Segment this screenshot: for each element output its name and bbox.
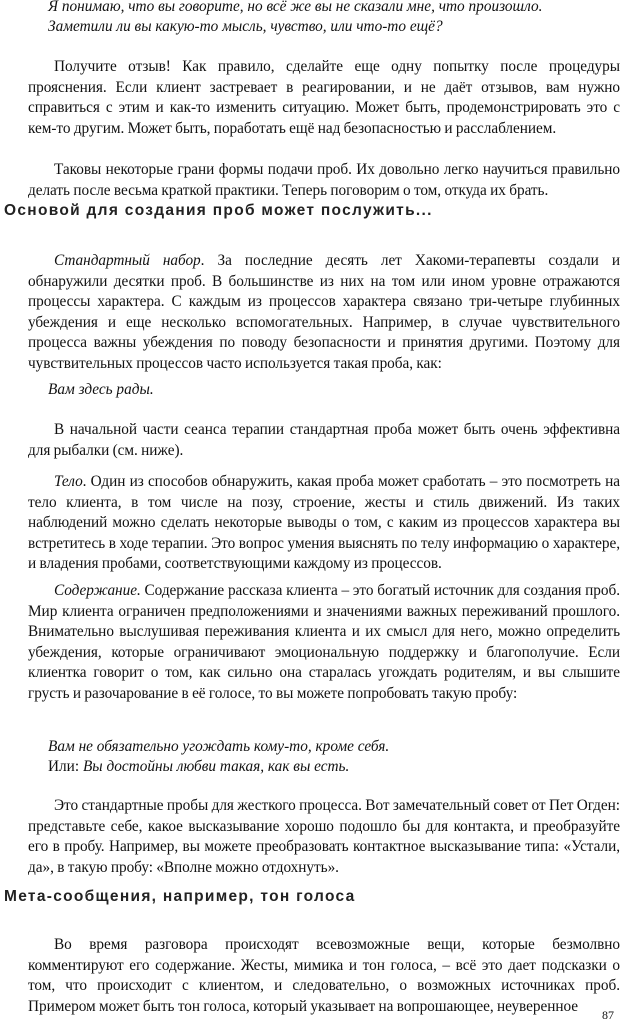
paragraph-initial-session: В начальной части сеанса терапии стандартная проба может быть очень эффективна для рыбалки (см. ниже). (28, 421, 620, 459)
section-heading-meta-messages: Мета-сообщения, например, тон голоса (4, 888, 356, 905)
paragraph-body-text: . Один из способов обнаружить, какая проба может сработать – это посмотреть на тело клиента, в том числе на позу, строение, жесты и стиль движений. Из таких наблюдений можно сделать некоторые выводы о том, с каким из процессов характера вы встретитесь в ходе терапии. Это вопрос умения выяснять по телу информацию о характере, и владения пробами, соответствующими каждому из процессов. (28, 473, 620, 572)
top-quote-line-1: Я понимаю, что вы говорите, но всё же вы не сказали мне, что произошло. (48, 0, 543, 15)
paragraph-content (28, 581, 620, 704)
paragraph-facets: Таковы некоторые грани формы подачи проб. Их довольно легко научиться правильно делать после весьма краткой практики. Теперь поговорим о том, откуда их брать. (28, 161, 620, 199)
page-number: 87 (602, 1008, 614, 1022)
paragraph-standard-set (28, 251, 620, 374)
quote-please-line-2 (48, 757, 608, 778)
term-content: Содержание. (54, 582, 141, 599)
top-quote-line-2: Заметили ли вы какую-то мысль, чувство, или что-то ещё? (48, 18, 443, 35)
term-standard-set: Стандартный набор (54, 252, 201, 269)
paragraph-rigid-process: Это стандартные пробы для жесткого процесса. Вот замечательный совет от Пет Огден: представьте себе, какое высказывание хорошо подошло бы для контакта, и преобразуйте его в пробу. Например, вы можете преобразовать контактное высказывание типа: «Устали, да», в такую пробу: «Вполне можно отдохнуть». (28, 797, 620, 876)
quote-or-label: Или: (48, 758, 83, 775)
term-body: Тело (54, 473, 83, 490)
quote-welcome: Вам здесь рады. (48, 381, 154, 398)
paragraph-body (28, 472, 620, 575)
quote-worthy-of-love: Вы достойны любви такая, как вы есть. (82, 758, 350, 775)
paragraph-feedback: Получите отзыв! Как правило, сделайте еще одну попытку после процедуры прояснения. Если клиент застревает в реагировании, и не даёт отзывов, вам нужно справиться с этим и как-то изменить ситуацию. Может быть, продемонстрировать это с кем-то другим. Может быть, поработать ещё над безопасностью и расслаблением. (28, 58, 620, 137)
paragraph-content-text: Содержание рассказа клиента – это богатый источник для создания проб. Мир клиента ограничен предположениями и значениями важных переживаний прошлого. Внимательно выслушивая переживания клиента и их смысл для него, можно определить убеждения, которые ограничивают эмоциональную поддержку и благополучие. Если клиентка говорит о том, как сильно она старалась угождать родителям, и вы слышите грусть и разочарование в её голосе, то вы можете попробовать такую пробу: (28, 582, 620, 702)
quote-please-line-1: Вам не обязательно угождать кому-то, кроме себя. (48, 738, 390, 755)
paragraph-meta-messages: Во время разговора происходят всевозможные вещи, которые безмолвно комментируют его содержание. Жесты, мимика и тон голоса, – всё это дает подсказки о том, что происходит с клиентом, и следовательно, о возможных источниках проб. Примером может быть тон голоса, который указывает на вопрошающее, неуверенное (28, 936, 620, 1015)
section-heading-sources: Основой для создания проб может послужить... (4, 202, 433, 219)
paragraph-standard-set-text: . За последние десять лет Хакоми-терапевты создали и обнаружили десятки проб. В большинстве из них на том или ином уровне отражаются процессы характера. С каждым из процессов характера связано три-четыре глубинных убеждения и еще несколько вспомогательных. Например, в случае чувствительного процесса важны убеждения по поводу безопасности и принятия другими. Поэтому для чувствительных процессов часто используется такая проба, как: (28, 252, 620, 372)
